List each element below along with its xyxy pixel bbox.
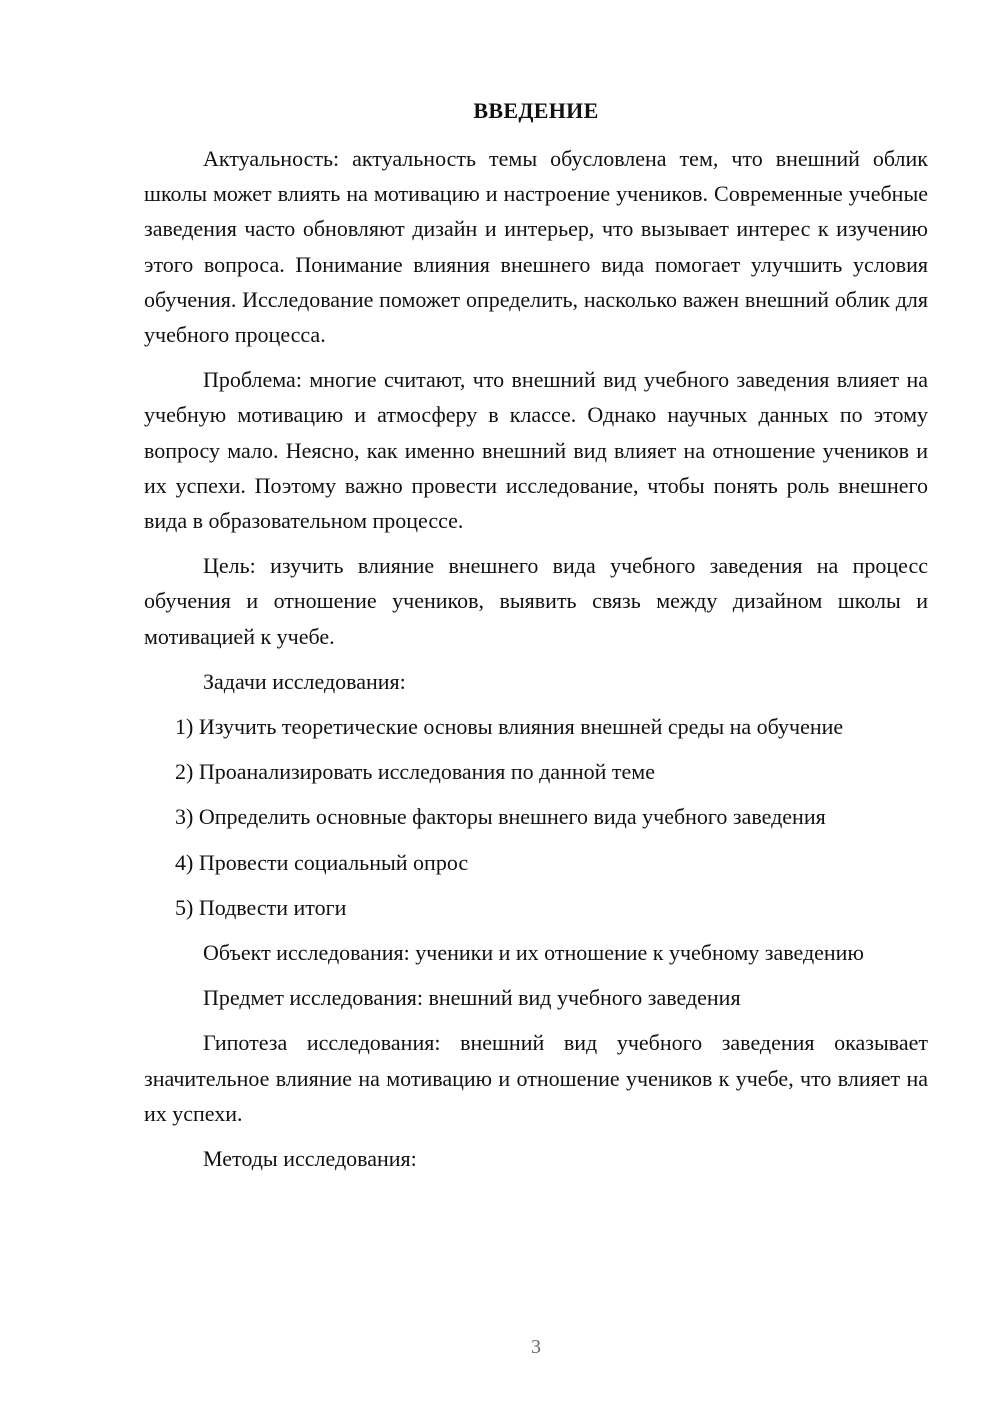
task-item: 4) Провести социальный опрос: [175, 849, 469, 875]
goal-paragraph: Цель: изучить влияние внешнего вида учебного заведения на процесс обучения и отношение учеников, выявить связь между дизайном школы и мотивацией к учебе.: [144, 553, 928, 649]
methods-paragraph: Методы исследования:: [203, 1146, 417, 1172]
task-item: 5) Подвести итоги: [175, 894, 347, 920]
subject-paragraph: Предмет исследования: внешний вид учебного заведения: [203, 985, 741, 1011]
problem-paragraph: Проблема: многие считают, что внешний вид учебного заведения влияет на учебную мотивацию и атмосферу в классе. Однако научных данных по этому вопросу мало. Неясно, как именно внешний вид влияет на отношение учеников и их успехи. Поэтому важно провести исследование, чтобы понять роль внешнего вида в образовательном процессе.: [144, 367, 928, 534]
task-item: 2) Проанализировать исследования по данной теме: [175, 759, 655, 785]
tasks-title: Задачи исследования:: [203, 668, 406, 694]
hypothesis-paragraph: Гипотеза исследования: внешний вид учебного заведения оказывает значительное влияние на мотивацию и отношение учеников к учебе, что влияет на их успехи.: [144, 1030, 928, 1126]
section-heading: ВВЕДЕНИЕ: [473, 98, 599, 123]
task-item: 3) Определить основные факторы внешнего вида учебного заведения: [175, 804, 826, 830]
body-text: [144, 141, 928, 1186]
page-number: 3: [531, 1336, 541, 1358]
relevance-paragraph: Актуальность: актуальность темы обусловлена тем, что внешний облик школы может влиять на мотивацию и настроение учеников. Современные учебные заведения часто обновляют дизайн и интерьер, что вызывает интерес к изучению этого вопроса. Понимание влияния внешнего вида помогает улучшить условия обучения. Исследование поможет определить, насколько важен внешний облик для учебного процесса.: [144, 146, 928, 348]
object-paragraph: Объект исследования: ученики и их отношение к учебному заведению: [203, 940, 864, 966]
task-item: 1) Изучить теоретические основы влияния внешней среды на обучение: [175, 714, 844, 740]
